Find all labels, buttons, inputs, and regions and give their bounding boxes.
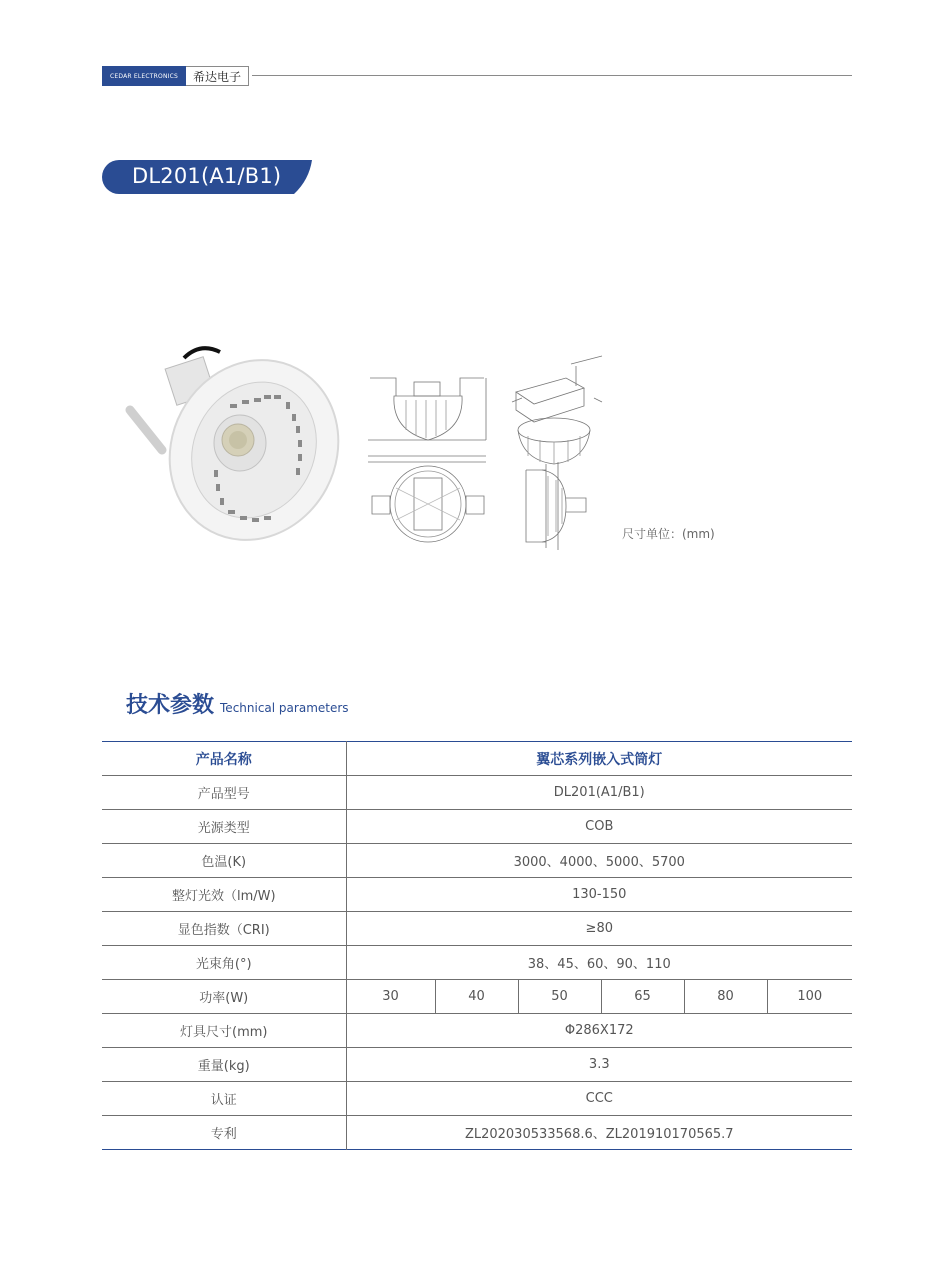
power-value: 40 — [435, 980, 518, 1014]
header-rule — [252, 75, 852, 76]
table-row — [102, 844, 852, 878]
table-row — [102, 878, 852, 912]
product-photo — [122, 340, 342, 555]
table-row — [102, 776, 852, 810]
parameters-table — [102, 741, 852, 1150]
power-value: 100 — [767, 980, 852, 1014]
row-value: ≥80 — [346, 912, 852, 946]
row-label: 整灯光效（lm/W) — [102, 878, 346, 912]
row-label: 光源类型 — [102, 810, 346, 844]
row-label: 色温(K) — [102, 844, 346, 878]
power-value: 30 — [346, 980, 435, 1014]
power-label: 功率(W) — [102, 980, 346, 1014]
brand-header — [102, 66, 249, 86]
model-banner — [102, 160, 314, 194]
row-value: 3000、4000、5000、5700 — [346, 844, 852, 878]
row-label: 重量(kg) — [102, 1048, 346, 1082]
table-row — [102, 1116, 852, 1150]
row-value: Φ286X172 — [346, 1014, 852, 1048]
row-value: CCC — [346, 1082, 852, 1116]
section-title-cn: 技术参数 — [126, 693, 215, 718]
brand-cn-label: 希达电子 — [186, 66, 249, 86]
table-row — [102, 946, 852, 980]
table-row — [102, 1082, 852, 1116]
power-row — [102, 980, 852, 1014]
row-label: 专利 — [102, 1116, 346, 1150]
table-row — [102, 1048, 852, 1082]
model-title: DL201(A1/B1) — [132, 164, 282, 188]
row-label: 光束角(°) — [102, 946, 346, 980]
row-label: 认证 — [102, 1082, 346, 1116]
power-value: 80 — [684, 980, 767, 1014]
table-header-row — [102, 742, 852, 776]
row-value: 38、45、60、90、110 — [346, 946, 852, 980]
table-row — [102, 1014, 852, 1048]
row-value: 130-150 — [346, 878, 852, 912]
row-label: 产品型号 — [102, 776, 346, 810]
row-value: DL201(A1/B1) — [346, 776, 852, 810]
row-label: 显色指数（CRI) — [102, 912, 346, 946]
power-value: 65 — [601, 980, 684, 1014]
row-label: 灯具尺寸(mm) — [102, 1014, 346, 1048]
table-row — [102, 810, 852, 844]
brand-en-label: CEDAR ELECTRONICS — [102, 66, 186, 86]
section-title — [126, 688, 349, 719]
row-value: ZL202030533568.6、ZL201910170565.7 — [346, 1116, 852, 1150]
row-value: COB — [346, 810, 852, 844]
table-row — [102, 912, 852, 946]
header-value: 翼芯系列嵌入式筒灯 — [536, 751, 663, 768]
power-value: 50 — [518, 980, 601, 1014]
unit-note: 尺寸单位：(mm) — [622, 527, 715, 541]
dimension-drawings — [366, 352, 616, 552]
section-title-en: Technical parameters — [220, 701, 349, 715]
row-value: 3.3 — [346, 1048, 852, 1082]
header-label: 产品名称 — [102, 742, 346, 776]
